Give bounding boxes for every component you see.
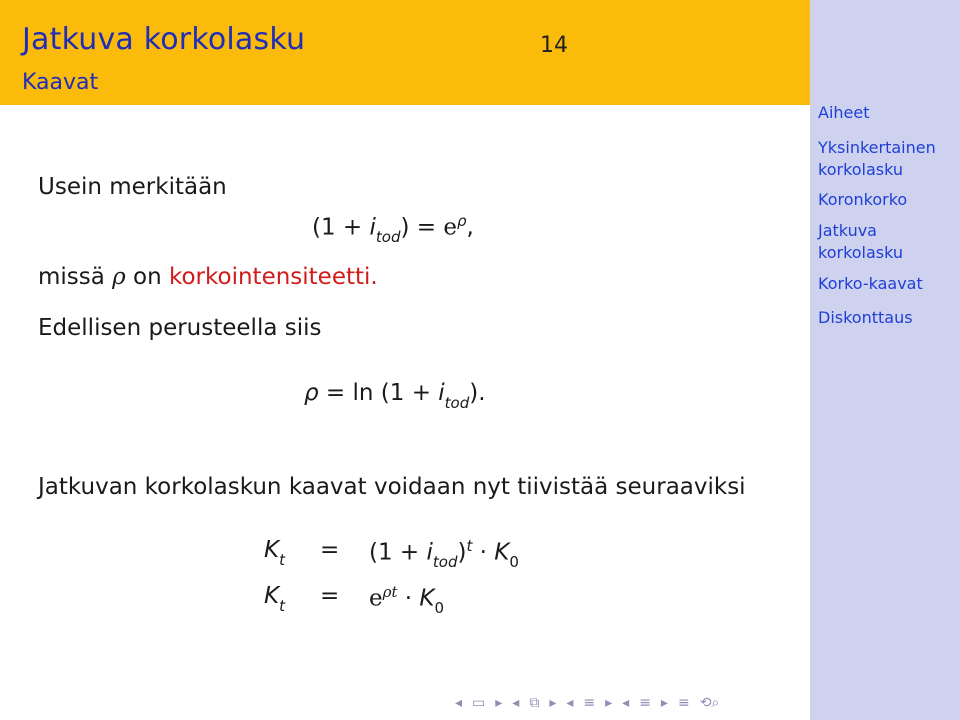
subsection-right-icon[interactable]: ▸	[660, 695, 668, 711]
section-left-icon[interactable]: ◂	[566, 695, 574, 711]
frame-right-icon[interactable]: ▸	[549, 695, 557, 711]
text-line-jatkuvan: Jatkuvan korkolaskun kaavat voidaan nyt tiivistää seuraaviksi	[38, 474, 746, 500]
f2-lhs-sub: t	[279, 596, 285, 615]
equation-1	[312, 212, 474, 247]
f1-lhs-K: K	[264, 537, 280, 563]
sidebar-item-jatkuva-korkolasku[interactable]: Jatkuva korkolasku	[818, 221, 904, 262]
search-icon[interactable]: ⟲⌕	[699, 695, 720, 711]
subsection-left-icon[interactable]: ◂	[622, 695, 630, 711]
sidebar-item-koronkorko[interactable]: Koronkorko	[818, 190, 908, 209]
sidebar-item-yksinkertainen-korkolasku[interactable]: Yksinkertainen korkolasku	[818, 138, 936, 179]
f1-rhs-b: )	[457, 539, 467, 566]
eq2-sub: tod	[444, 393, 470, 412]
f1-rhs	[369, 537, 519, 572]
formula-1	[264, 537, 519, 572]
slide-number: 14	[540, 33, 568, 58]
frame-left-icon[interactable]: ◂	[512, 695, 520, 711]
line2-mid: on	[125, 264, 169, 290]
eq1-sub: tod	[375, 228, 401, 247]
arrow-right-icon[interactable]: ▸	[495, 695, 503, 711]
f1-rhs-a: (1 +	[369, 539, 427, 566]
f1-rhs-sub: tod	[432, 553, 458, 572]
eq1-rhs: ) =	[400, 214, 444, 241]
text-line-edellisen: Edellisen perusteella siis	[38, 315, 322, 341]
equation-2	[304, 380, 486, 410]
eq1-lhs: (1 +	[312, 214, 370, 241]
arrow-left-icon[interactable]: ◂	[455, 695, 463, 711]
page-title: Jatkuva korkolasku	[22, 22, 306, 57]
sidebar-item-korko-kaavat[interactable]: Korko-kaavat	[818, 274, 923, 293]
eq2-b: ).	[469, 380, 486, 406]
line2-pre: missä	[38, 264, 113, 290]
f2-rhs-c: ·	[397, 585, 420, 612]
frame-box-icon[interactable]: ▭	[472, 695, 486, 711]
frames-icon[interactable]: ⧉	[529, 695, 540, 711]
link-korkointensiteetti[interactable]: korkointensiteetti.	[168, 264, 378, 290]
subsection-icon[interactable]: ≡	[639, 695, 651, 711]
f2-rhs-e: e	[369, 585, 383, 612]
eq1-sup: ρ	[456, 212, 467, 230]
f1-rhs-K0: 0	[509, 553, 519, 572]
sidebar-item-diskonttaus[interactable]: Diskonttaus	[818, 308, 913, 327]
f1-eq: =	[320, 537, 340, 563]
f1-rhs-K: K	[494, 539, 510, 566]
f2-rhs-K: K	[419, 585, 435, 612]
f2-rhs	[369, 583, 445, 618]
align-icon[interactable]: ≡	[677, 695, 690, 711]
line2-rho: ρ	[112, 264, 126, 290]
slide-header	[0, 0, 810, 105]
f1-rhs-i: i	[426, 539, 433, 566]
eq1-end: ,	[466, 214, 474, 241]
f2-rhs-sup: ρt	[382, 583, 398, 601]
f1-lhs-sub: t	[279, 550, 285, 569]
f1-rhs-sup: t	[466, 537, 473, 555]
eq2-i: i	[438, 380, 445, 406]
sidebar-item-aiheet[interactable]: Aiheet	[818, 103, 870, 122]
f2-lhs-K: K	[264, 583, 280, 609]
f2-eq: =	[320, 583, 340, 609]
eq2-rho: ρ	[304, 380, 319, 406]
text-line-usein: Usein merkitään	[38, 174, 227, 200]
f1-rhs-c: ·	[472, 539, 495, 566]
section-icon[interactable]: ≡	[583, 695, 596, 711]
f2-rhs-K0: 0	[434, 599, 445, 618]
eq2-a: = ln (1 +	[318, 380, 439, 406]
page-subtitle: Kaavat	[22, 70, 99, 95]
text-line-missa	[38, 264, 378, 290]
section-right-icon[interactable]: ▸	[605, 695, 613, 711]
eq1-e: e	[443, 214, 457, 241]
eq1-i: i	[369, 214, 376, 241]
beamer-navigation-bar	[455, 695, 719, 715]
